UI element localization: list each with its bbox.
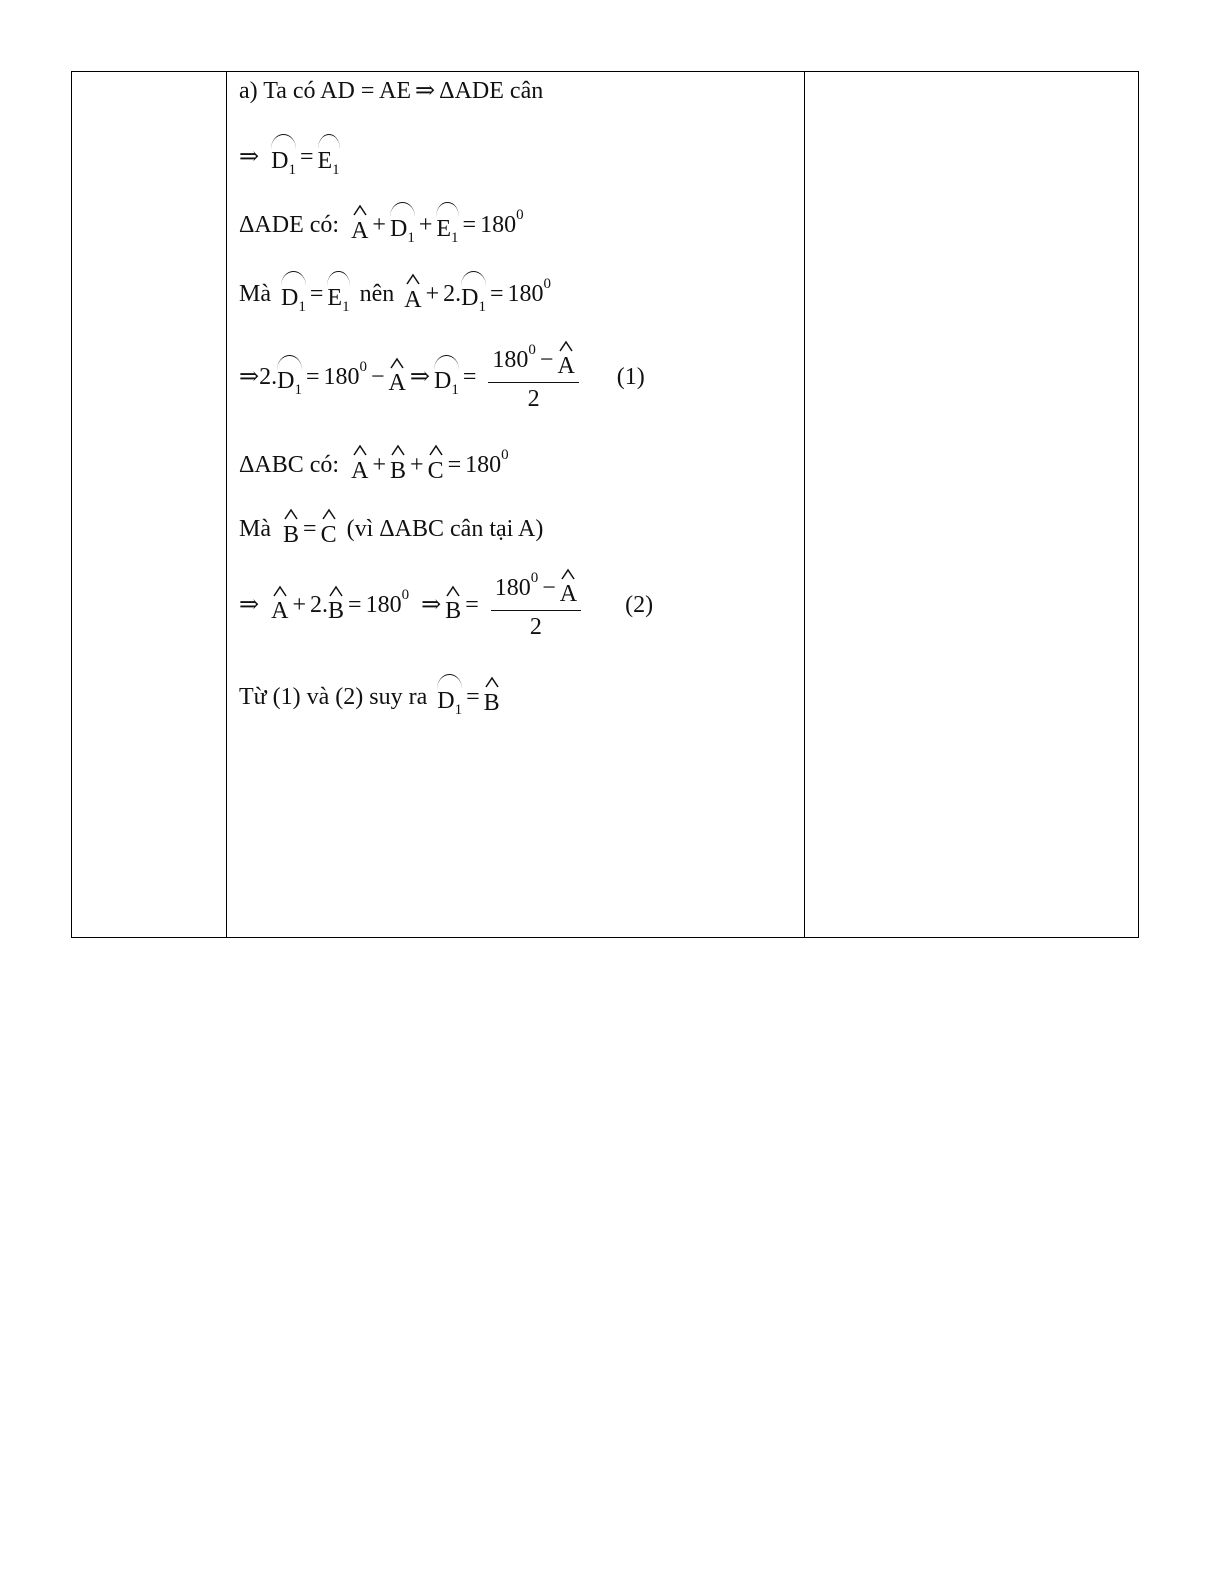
statement-text: Mà — [239, 516, 271, 542]
angle-a: A — [404, 273, 421, 315]
angle-b: B — [445, 585, 461, 625]
statement-line-7: Mà B = C (vì ΔABC cân tại A) — [239, 508, 543, 550]
angle-d1: $D_1$ — [461, 271, 486, 316]
fraction: 180 0 − A 2 — [488, 340, 578, 413]
angle-b: B — [328, 585, 344, 625]
angle-e1: $E_1$ — [327, 271, 349, 316]
statement-line-5: ⇒ 2. $D_1$ = 180 0 − A ⇒ $D_1$ = 180 0 − A 2 (1) — [239, 342, 645, 412]
angle-e1: $E_1$ — [436, 202, 458, 247]
angle-d1: $D_1$ — [390, 202, 415, 247]
angle-b: B — [484, 676, 500, 718]
equation-tag: (1) — [616, 363, 645, 390]
implies-symbol: ⇒ — [415, 78, 436, 104]
statement-line-1 — [239, 76, 543, 106]
statement-text: ΔADE cân — [439, 78, 544, 104]
angle-c: C — [321, 508, 337, 550]
angle-d1: $D_1$ — [281, 271, 306, 316]
statement-line-6: ΔABC có: A + B + C = 180 0 — [239, 444, 509, 486]
angle-d1: $D_1$ — [277, 355, 302, 398]
statement-line-9: Từ (1) và (2) suy ra $D_1$ = B — [239, 674, 500, 719]
angle-a: A — [351, 444, 368, 486]
equals-symbol: = — [299, 143, 314, 170]
statement-text: a) Ta có AD = AE — [239, 78, 412, 104]
statement-line-2 — [239, 134, 340, 179]
solution-table — [71, 71, 1139, 938]
angle-a: A — [271, 585, 288, 625]
angle-a: A — [351, 204, 368, 246]
statement-line-4: Mà $D_1$ = $E_1$ nên A + 2. $D_1$ = 180 0 — [239, 271, 551, 316]
statement-text: (vì ΔABC cân tại A) — [346, 516, 544, 542]
angle-c: C — [428, 444, 444, 486]
angle-e1: $E_1$ — [318, 134, 340, 179]
angle-b: B — [283, 508, 299, 550]
angle-a: A — [389, 357, 406, 397]
solution-content-cell — [227, 72, 805, 937]
statement-text: Mà — [239, 280, 271, 307]
equation-tag: (2) — [625, 591, 654, 618]
angle-d1: $D_1$ — [437, 674, 462, 719]
angle-a: A — [557, 340, 574, 380]
implies-symbol: ⇒ — [239, 143, 260, 170]
angle-d1: $D_1$ — [271, 134, 296, 179]
angle-b: B — [390, 444, 406, 486]
angle-a: A — [560, 568, 577, 608]
statement-text: ΔADE có: — [239, 211, 340, 238]
statement-line-8: ⇒ A + 2. B = 180 0 ⇒ B = 180 0 − A 2 (2) — [239, 570, 654, 640]
statement-text: nên — [359, 280, 395, 307]
statement-text: Từ (1) và (2) suy ra — [239, 683, 428, 710]
statement-line-3: ΔADE có: A + $D_1$ + $E_1$ = 180 0 — [239, 202, 524, 247]
statement-text: ΔABC có: — [239, 452, 340, 478]
fraction: 180 0 − A 2 — [491, 568, 581, 641]
angle-d1: $D_1$ — [434, 355, 459, 398]
